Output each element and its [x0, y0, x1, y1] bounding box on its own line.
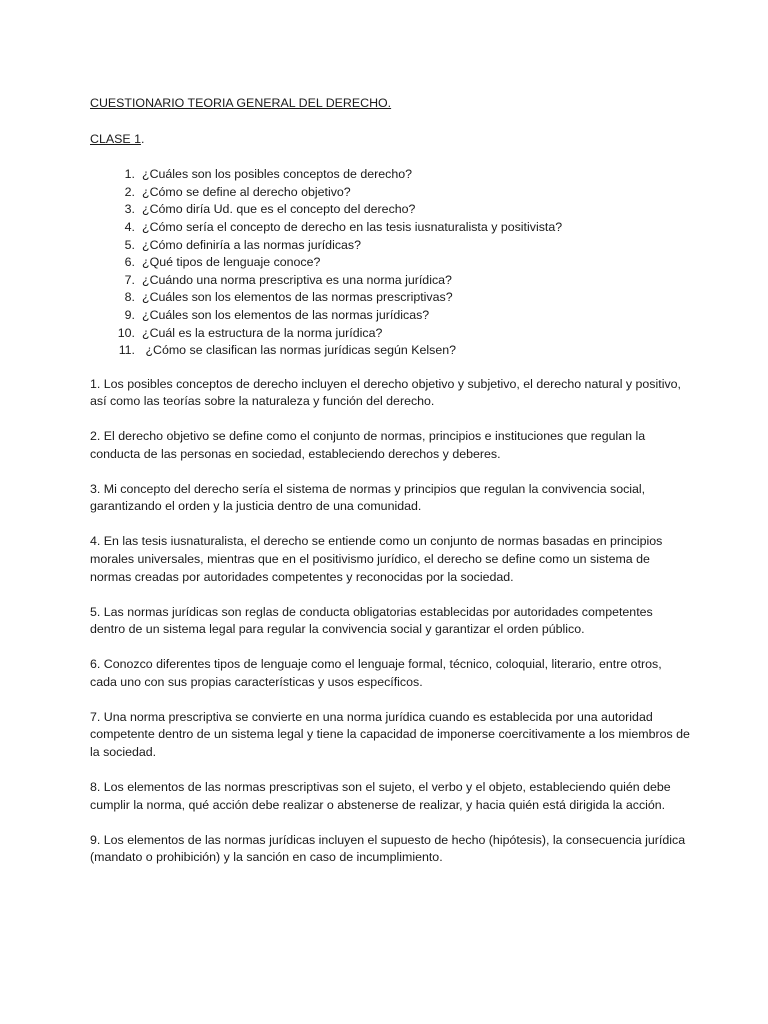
question-text: ¿Cuándo una norma prescriptiva es una norma jurídica?: [142, 272, 452, 287]
question-number: 5.: [124, 237, 135, 252]
answer-paragraph: 9. Los elementos de las normas jurídicas incluyen el supuesto de hecho (hipótesis), la consecuencia jurídica (mandato o prohibición) y la sanción en caso de incumplimiento.: [90, 832, 686, 865]
class-label: CLASE 1: [90, 131, 141, 146]
question-number: 6.: [124, 255, 135, 270]
question-text: ¿Cómo sería el concepto de derecho en las tesis iusnaturalista y positivista?: [142, 219, 563, 234]
question-item: [90, 166, 690, 184]
answer-paragraph: 5. Las normas jurídicas son reglas de conducta obligatorias establecidas por autoridades competentes dentro de un sistema legal para regular la convivencia social y garantizar el orden público.: [90, 604, 653, 637]
question-item: [90, 272, 690, 290]
question-text: ¿Cuáles son los posibles conceptos de derecho?: [142, 167, 413, 182]
answer-paragraph: 2. El derecho objetivo se define como el conjunto de normas, principios e instituciones que regulan la conducta de las personas en sociedad, estableciendo derechos y deberes.: [90, 429, 646, 461]
document-title: CUESTIONARIO TEORIA GENERAL DEL DERECHO.: [90, 96, 392, 110]
question-item: [90, 219, 690, 237]
answer-paragraph: 3. Mi concepto del derecho sería el sistema de normas y principios que regulan la convivencia social, garantizando el orden y la justicia dentro de una comunidad.: [90, 481, 646, 514]
question-number: 10.: [117, 325, 135, 340]
question-text: ¿Qué tipos de lenguaje conoce?: [142, 255, 321, 270]
question-text: ¿Cómo se clasifican las normas jurídicas según Kelsen?: [142, 343, 457, 358]
document-page: [90, 95, 690, 884]
question-number: 4.: [124, 219, 135, 234]
question-item: [90, 289, 690, 307]
question-item: [90, 342, 690, 360]
question-number: 8.: [124, 290, 135, 305]
question-text: ¿Cómo se define al derecho objetivo?: [142, 184, 351, 199]
question-number: 9.: [124, 307, 135, 322]
question-text: ¿Cómo definiría a las normas jurídicas?: [142, 237, 361, 252]
class-suffix: .: [140, 131, 145, 146]
answers-section: [90, 376, 690, 867]
question-text: ¿Cómo diría Ud. que es el concepto del derecho?: [142, 202, 416, 217]
question-number: 2.: [124, 184, 135, 199]
question-text: ¿Cuál es la estructura de la norma jurídica?: [142, 325, 383, 340]
question-item: [90, 325, 690, 343]
question-item: [90, 201, 690, 219]
answer-paragraph: 4. En las tesis iusnaturalista, el derecho se entiende como un conjunto de normas basadas en principios morales universales, mientras que en el positivismo jurídico, el derecho se define como un sistema de normas creadas por autoridades competentes y reconocidas por la sociedad.: [90, 534, 663, 584]
question-text: ¿Cuáles son los elementos de las normas jurídicas?: [142, 307, 430, 322]
question-text: ¿Cuáles son los elementos de las normas prescriptivas?: [142, 290, 453, 305]
question-item: [90, 237, 690, 255]
answer-paragraph: 8. Los elementos de las normas prescriptivas son el sujeto, el verbo y el objeto, estableciendo quién debe cumplir la norma, qué acción debe realizar o abstenerse de realizar, y hacia quién está dirigida la acción.: [90, 779, 671, 812]
question-item: [90, 184, 690, 202]
question-item: [90, 254, 690, 272]
answer-paragraph: 6. Conozco diferentes tipos de lenguaje como el lenguaje formal, técnico, coloquial, literario, entre otros, cada uno con sus propias características y usos específicos.: [90, 657, 662, 689]
question-number: 3.: [124, 202, 135, 217]
class-heading: [90, 131, 690, 149]
question-list: [90, 166, 690, 360]
question-number: 1.: [124, 167, 135, 182]
question-number: 11.: [118, 343, 135, 358]
answer-paragraph: 1. Los posibles conceptos de derecho incluyen el derecho objetivo y subjetivo, el derecho natural y positivo, así como las teorías sobre la naturaleza y función del derecho.: [90, 376, 681, 409]
question-number: 7.: [124, 272, 135, 287]
question-item: [90, 307, 690, 325]
answer-paragraph: 7. Una norma prescriptiva se convierte en una norma jurídica cuando es establecida por una autoridad competente dentro de un sistema legal y tiene la capacidad de imponerse coercitivamente a los miembros de la sociedad.: [90, 709, 690, 759]
